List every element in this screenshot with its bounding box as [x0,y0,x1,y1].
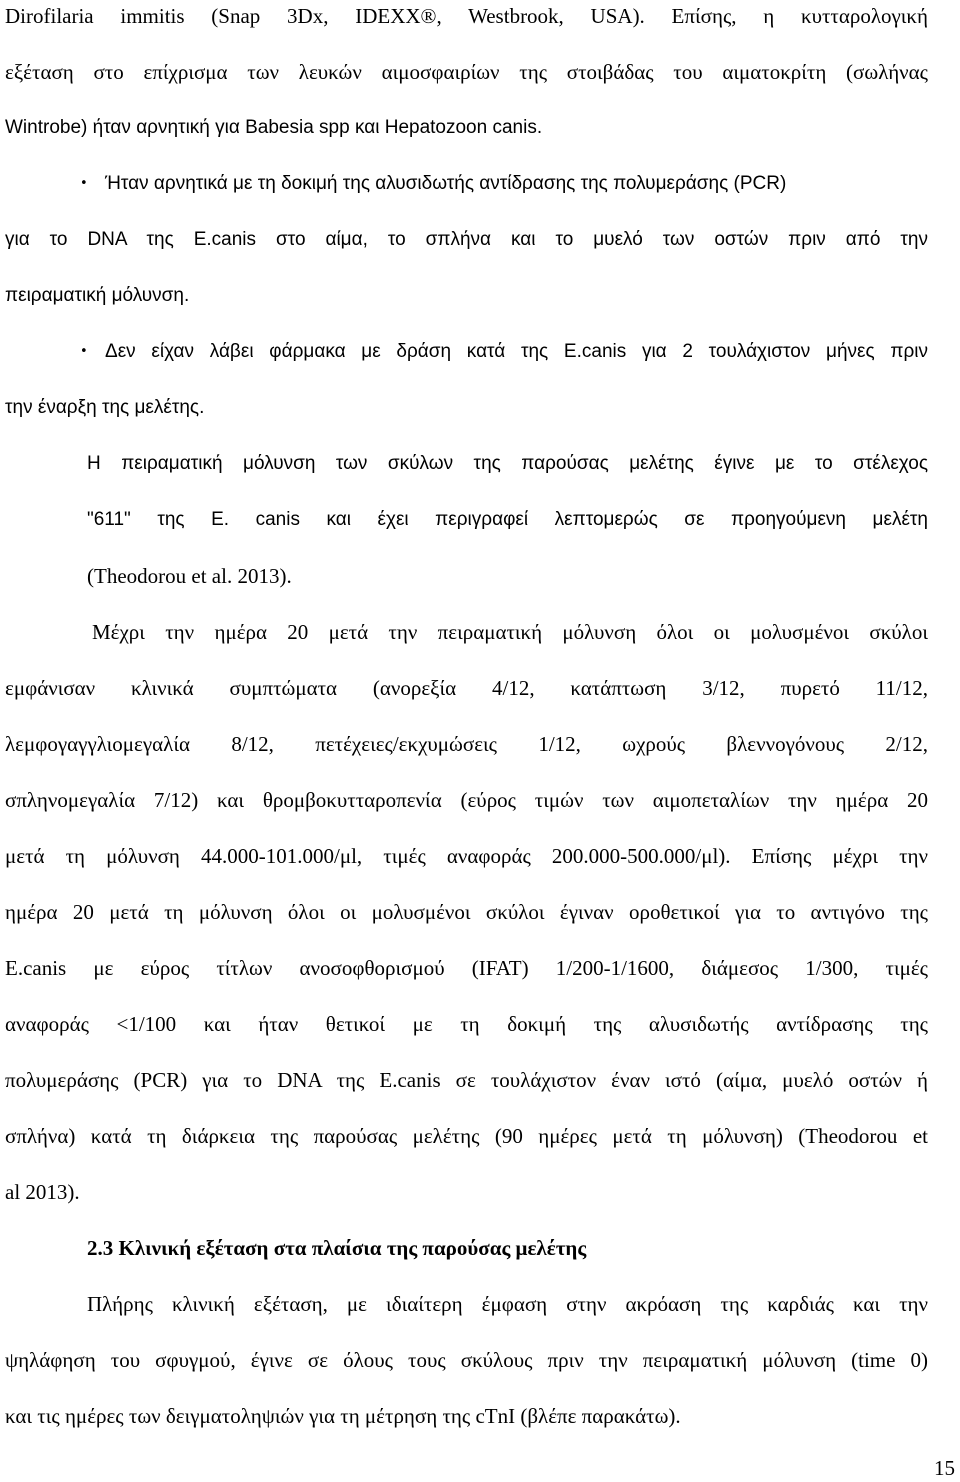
text-line: Dirofilaria immitis (Snap 3Dx, IDEXX®, Westbrook, USA). Επίσης, η κυτταρολογική [5,4,928,28]
text-line: για το DNA της E.canis στο αίμα, το σπλήνα και το μυελό των οστών πριν από την [5,229,928,250]
text-line: al 2013). [5,1180,80,1204]
text-line: E.canis με εύρος τίτλων ανοσοφθορισμού (IFAT) 1/200-1/1600, διάμεσος 1/300, τιμές [5,956,928,980]
section-heading: 2.3 Κλινική εξέταση στα πλαίσια της παρούσας μελέτης [87,1236,587,1260]
text-line: Πλήρης κλινική εξέταση, με ιδιαίτερη έμφαση στην ακρόαση της καρδιάς και την [87,1292,928,1316]
bullet-icon: • [80,344,88,359]
list-item: Ήταν αρνητικά με τη δοκιμή της αλυσιδωτής αντίδρασης της πολυμεράσης (PCR) [105,173,787,194]
page-number: 15 [934,1456,955,1480]
text-line: σπλήνα) κατά τη διάρκεια της παρούσας μελέτης (90 ημέρες μετά τη μόλυνση) (Theodorou et [5,1124,928,1148]
text-line: (Theodorou et al. 2013). [87,564,292,588]
text-line: "611" της E. canis και έχει περιγραφεί λεπτομερώς σε προηγούμενη μελέτη [87,509,928,530]
text-line: και τις ημέρες των δειγματοληψιών για τη μέτρηση της cTnI (βλέπε παρακάτω). [5,1404,681,1428]
bullet-icon: • [80,176,88,191]
text-line: λεμφογαγγλιομεγαλία 8/12, πετέχειες/εκχυμώσεις 1/12, ωχρούς βλεννογόνους 2/12, [5,732,928,756]
text-line: Wintrobe) ήταν αρνητική για Babesia spp και Hepatozoon canis. [5,117,543,138]
list-item: Δεν είχαν λάβει φάρμακα με δράση κατά της E.canis για 2 τουλάχιστον μήνες πριν [105,341,928,362]
text-line: Μέχρι την ημέρα 20 μετά την πειραματική μόλυνση όλοι οι μολυσμένοι σκύλοι [92,620,928,644]
text-line: ημέρα 20 μετά τη μόλυνση όλοι οι μολυσμένοι σκύλοι έγιναν οροθετικοί για το αντιγόνο της [5,900,928,924]
text-line: ψηλάφηση του σφυγμού, έγινε σε όλους τους σκύλους πριν την πειραματική μόλυνση (time 0) [5,1348,928,1372]
text-line: αναφοράς <1/100 και ήταν θετικοί με τη δοκιμή της αλυσιδωτής αντίδρασης της [5,1012,928,1036]
text-line: πολυμεράσης (PCR) για το DNA της E.canis σε τουλάχιστον έναν ιστό (αίμα, μυελό οστών ή [5,1068,928,1092]
text-line: την έναρξη της μελέτης. [5,397,205,418]
text-line: Η πειραματική μόλυνση των σκύλων της παρούσας μελέτης έγινε με το στέλεχος [87,453,928,474]
text-line: σπληνομεγαλία 7/12) και θρομβοκυτταροπενία (εύρος τιμών των αιμοπεταλίων την ημέρα 20 [5,788,928,812]
text-line: μετά τη μόλυνση 44.000-101.000/μl, τιμές αναφοράς 200.000-500.000/μl). Επίσης μέχρι την [5,844,928,868]
text-line: εξέταση στο επίχρισμα των λευκών αιμοσφαιρίων της στοιβάδας του αιματοκρίτη (σωλήνας [5,60,928,84]
text-line: πειραματική μόλυνση. [5,285,190,306]
text-line: εμφάνισαν κλινικά συμπτώματα (ανορεξία 4/12, κατάπτωση 3/12, πυρετό 11/12, [5,676,928,700]
